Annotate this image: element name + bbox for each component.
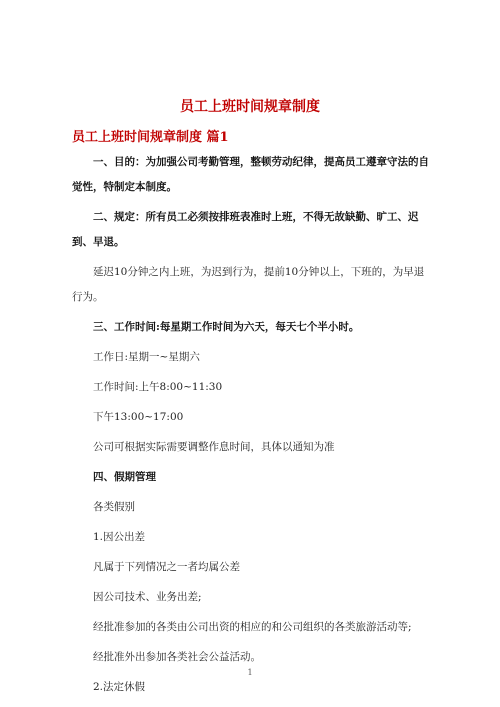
paragraph-trip-activities: 经批准参加的各类由公司出资的相应的和公司组织的各类旅游活动等; <box>93 621 412 633</box>
paragraph-rules: 二、规定：所有员工必须按排班表准时上班，不得无故缺勤、旷工、迟到、早退。 <box>72 211 419 248</box>
paragraph-leave-types: 各类假别 <box>93 501 135 513</box>
paragraph-afternoon-hours: 下午13:00~17:00 <box>93 411 184 423</box>
paragraph-purpose: 一、目的：为加强公司考勤管理，整顿劳动纪律，提高员工遵章守法的自觉性，特制定本制度。 <box>72 156 429 193</box>
paragraph-leave-management: 四、假期管理 <box>93 471 156 483</box>
paragraph-business-trip: 1.因公出差 <box>93 531 146 543</box>
paragraph-schedule-adjust: 公司可根据实际需要调整作息时间，具体以通知为准 <box>93 441 335 453</box>
paragraph-working-time: 三、工作时间:每星期工作时间为六天，每天七个半小时。 <box>93 321 360 333</box>
document-title: 员工上班时间规章制度 <box>180 99 320 115</box>
paragraph-trip-public-welfare: 经批准外出参加各类社会公益活动。 <box>93 651 261 663</box>
paragraph-statutory-leave: 2.法定休假 <box>93 681 146 693</box>
paragraph-late-early: 延迟10分钟之内上班，为迟到行为，提前10分钟以上，下班的，为早退行为。 <box>72 266 425 303</box>
paragraph-morning-hours: 工作时间:上午8:00~11:30 <box>93 381 223 393</box>
paragraph-workdays: 工作日:星期一~星期六 <box>93 351 200 363</box>
paragraph-trip-tech: 因公司技术、业务出差; <box>93 591 202 603</box>
document-body <box>72 150 434 705</box>
section-title: 员工上班时间规章制度 篇1 <box>72 130 229 145</box>
paragraph-trip-conditions: 凡属于下列情况之一者均属公差 <box>93 561 240 573</box>
page-number: 1 <box>247 668 253 677</box>
